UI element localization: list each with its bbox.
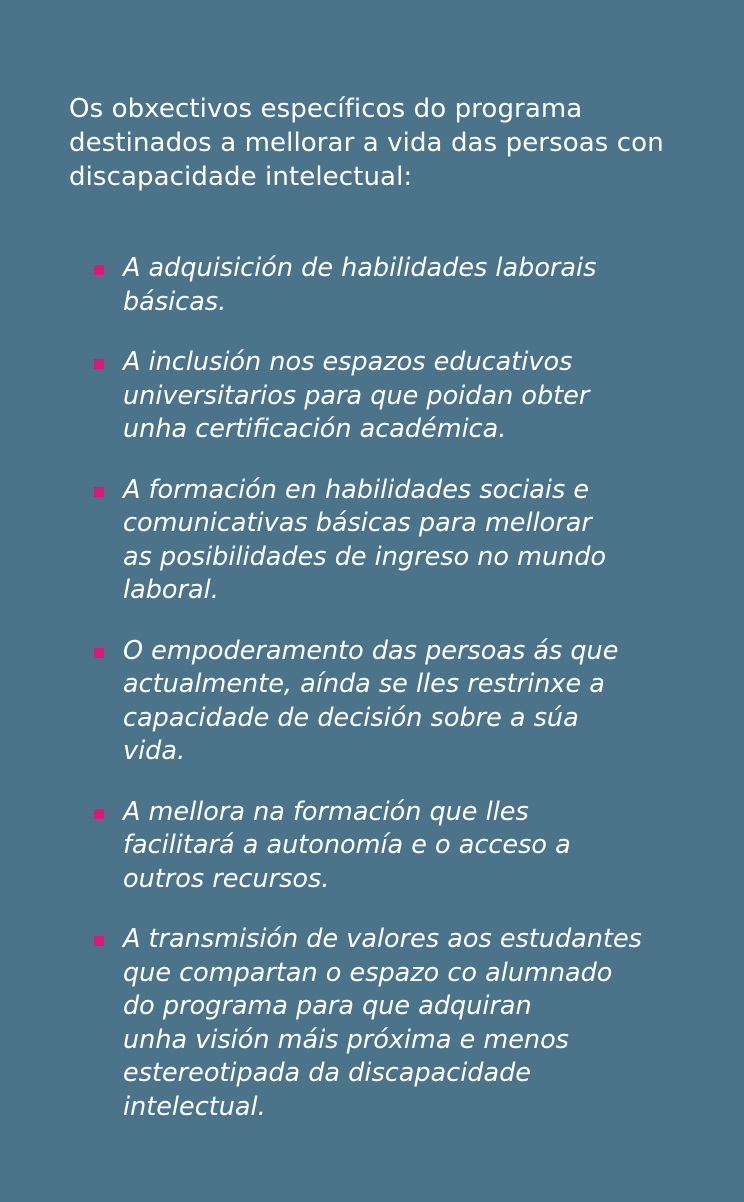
objectives-list (94, 252, 714, 1151)
objective-line: intelectual. (123, 1091, 266, 1122)
intro-paragraph (69, 92, 709, 194)
objective-line: O empoderamento das persoas ás que (123, 635, 619, 666)
objective-item-4 (94, 635, 714, 769)
objective-line: unha certificación académica. (123, 414, 507, 444)
objective-line: A inclusión nos espazos educativos (123, 347, 573, 377)
objective-line: que compartan o espazo co alumnado (123, 957, 613, 988)
objective-item-1 (94, 252, 714, 319)
objective-line: A formación en habilidades sociais e (123, 474, 590, 505)
objective-line: laboral. (123, 575, 219, 605)
objective-line: outros recursos. (123, 863, 330, 894)
square-bullet-icon (94, 359, 104, 369)
square-bullet-icon (94, 936, 104, 946)
objective-text-6 (123, 923, 714, 1124)
objective-text-4 (123, 635, 714, 769)
objective-line: estereotipada da discapacidade (123, 1058, 531, 1088)
objective-line: A transmisión de valores aos estudantes (123, 924, 642, 954)
square-bullet-icon (94, 487, 104, 497)
objective-line: comunicativas básicas para mellorar (123, 508, 592, 538)
square-bullet-icon (94, 648, 104, 658)
objective-line: do programa para que adquiran (123, 991, 532, 1021)
objective-line: actualmente, aínda se lles restrinxe a (123, 669, 605, 699)
intro-line-1: Os obxectivos específicos do programa (69, 94, 583, 124)
objective-line: unha visión máis próxima e menos (123, 1024, 569, 1055)
objective-text-2 (123, 346, 714, 447)
objective-item-6 (94, 923, 714, 1124)
square-bullet-icon (94, 265, 104, 275)
objective-line: capacidade de decisión sobre a súa (123, 702, 579, 733)
objective-item-5 (94, 796, 714, 897)
objective-item-2 (94, 346, 714, 447)
objective-item-3 (94, 474, 714, 608)
objective-text-1 (123, 252, 714, 319)
intro-line-3: discapacidade intelectual: (69, 162, 413, 192)
objective-line: básicas. (123, 286, 227, 317)
objective-line: vida. (123, 736, 186, 766)
objective-line: A adquisición de habilidades laborais (123, 253, 597, 283)
square-bullet-icon (94, 809, 104, 819)
objective-line: facilitará a autonomía e o acceso a (123, 830, 571, 860)
objective-text-3 (123, 474, 714, 608)
objective-line: A mellora na formación que lles (123, 796, 529, 827)
objective-line: as posibilidades de ingreso no mundo (123, 541, 607, 572)
intro-line-2: destinados a mellorar a vida das persoas con (69, 128, 664, 158)
objective-text-5 (123, 796, 714, 897)
objective-line: universitarios para que poidan obter (123, 380, 590, 411)
